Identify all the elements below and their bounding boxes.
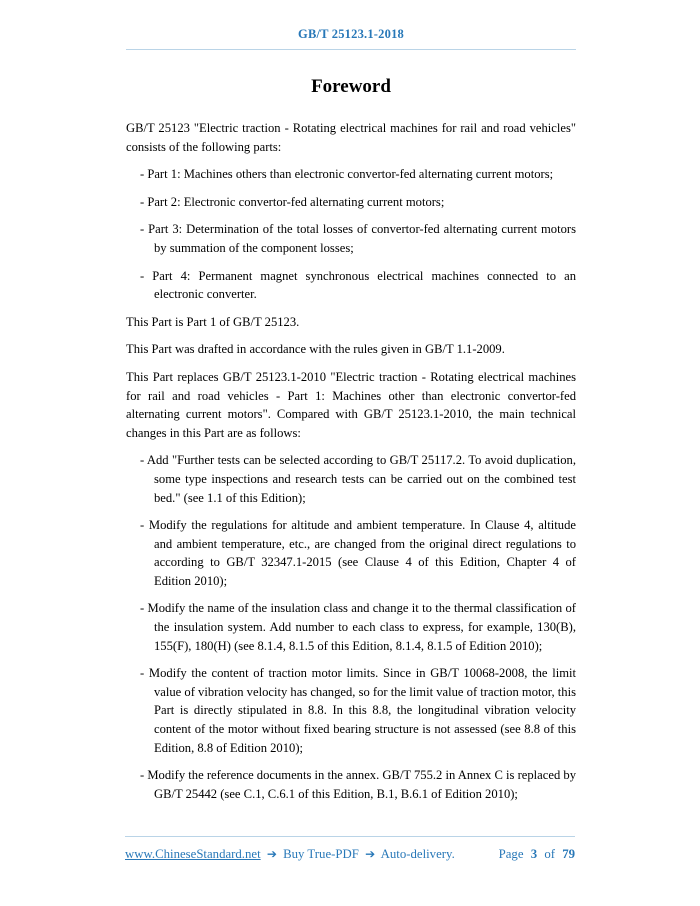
list-item-part-4: - Part 4: Permanent magnet synchronous electrical machines connected to an electronic converter.	[140, 268, 576, 302]
intro-paragraph: GB/T 25123 "Electric traction - Rotating electrical machines for rail and road vehicles" consists of the following parts:	[126, 121, 576, 154]
arrow-right-icon: ➔	[365, 847, 376, 861]
list-item-change-2: - Modify the regulations for altitude and ambient temperature. In Clause 4, altitude and ambient temperature, etc., are changed from the original direct regulations to according to GB/T 32347.1-2015 (see Clause 4 of this Edition, Chapter 4 of Edition 2010);	[140, 518, 576, 588]
content-column	[126, 0, 576, 812]
of-label: of	[544, 847, 555, 861]
document-body	[126, 119, 576, 803]
doc-number-header: GB/T 25123.1-2018	[298, 27, 404, 41]
total-pages: 79	[562, 847, 575, 861]
list-item-part-3: - Part 3: Determination of the total losses of convertor-fed alternating current motors by summation of the component losses;	[140, 222, 576, 255]
page-footer	[125, 836, 575, 862]
footer-delivery-label: Auto-delivery.	[380, 847, 455, 861]
parts-list	[126, 165, 576, 304]
list-item-change-4: - Modify the content of traction motor limits. Since in GB/T 10068-2008, the limit value of vibration velocity has changed, so for the limit value of traction motor, this Part is directly stipulated in 8.8. In this 8.8, the longitudinal vibration velocity content of the motor without fixed bearing structure is not assessed (see 8.8 of this Edition, 8.8 of Edition 2010);	[140, 666, 576, 755]
footer-rule	[125, 836, 575, 837]
page-number: 3	[530, 847, 538, 861]
list-item-part-2: - Part 2: Electronic convertor-fed alternating current motors;	[140, 194, 445, 209]
paragraph-part-statement: This Part is Part 1 of GB/T 25123.	[126, 314, 300, 329]
list-item-change-5: - Modify the reference documents in the annex. GB/T 755.2 in Annex C is replaced by GB/T 25442 (see C.1, C.6.1 of this Edition, B.1, B.6.1 of Edition 2010);	[140, 768, 576, 801]
list-item-part-1: - Part 1: Machines others than electronic convertor-fed alternating current motors;	[140, 167, 554, 182]
header-rule	[126, 49, 576, 50]
arrow-right-icon: ➔	[266, 847, 277, 861]
list-item-change-3: - Modify the name of the insulation class and change it to the thermal classification of the insulation system. Add number to each class to express, for example, 130(B), 155(F), 180(H) (see 8.1.4, 8.1.5 of this Edition, 8.1.4, 8.1.5 of Edition 2010);	[140, 601, 576, 653]
footer-row	[125, 847, 575, 862]
footer-buy-label: Buy True-PDF	[283, 847, 359, 861]
paragraph-replaces: This Part replaces GB/T 25123.1-2010 "Electric traction - Rotating electrical machines for rail and road vehicles - Part 1: Machines other than electronic convertor-fed alternating current motors". Compared with GB/T 25123.1-2010, the main technical changes in this Part are as follows:	[126, 369, 576, 440]
page-indicator	[495, 847, 575, 862]
website-link[interactable]: www.ChineseStandard.net	[125, 847, 261, 861]
page-title: Foreword	[311, 76, 391, 97]
footer-promo	[125, 847, 458, 862]
changes-list	[126, 451, 576, 803]
paragraph-drafting-rules: This Part was drafted in accordance with the rules given in GB/T 1.1-2009.	[126, 342, 505, 357]
list-item-change-1: - Add "Further tests can be selected according to GB/T 25117.2. To avoid duplication, some type inspections and research tests can be carried out on the combined test bed." (see 1.1 of this Edition);	[140, 453, 576, 505]
page-label: Page	[498, 847, 524, 861]
